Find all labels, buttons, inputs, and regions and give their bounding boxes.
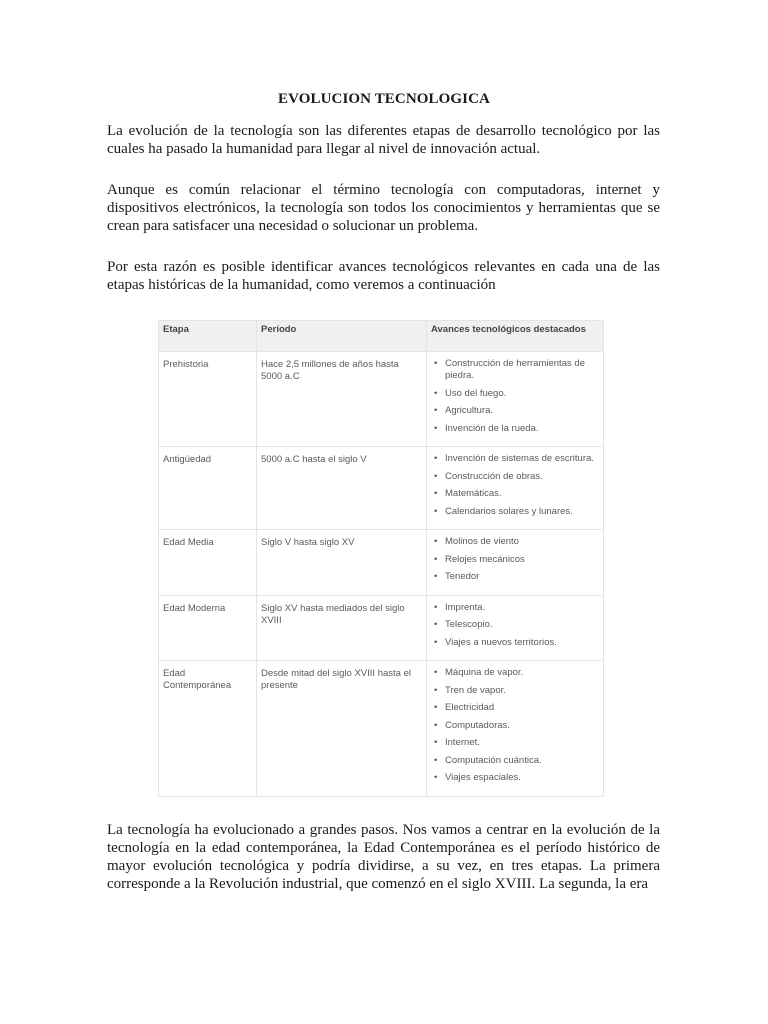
paragraph-definition: Aunque es común relacionar el término tecnología con computadoras, internet y dispositivos electrónicos, la tecnología son todos los conocimientos y herramientas que se crean para satisfacer una necesidad o solucionar un problema. — [107, 182, 660, 234]
list-item: • Electricidad — [445, 702, 598, 714]
list-item: • Viajes a nuevos territorios. — [445, 637, 598, 649]
list-item: • Construcción de obras. — [445, 471, 598, 483]
header-avances: Avances tecnológicos destacados — [427, 321, 604, 352]
cell-avances — [427, 661, 604, 797]
list-item: • Tren de vapor. — [445, 685, 598, 697]
cell-avances — [427, 595, 604, 661]
cell-periodo: Hace 2,5 millones de años hasta 5000 a.C — [257, 352, 427, 447]
avances-list — [431, 667, 598, 784]
table-row — [159, 530, 604, 596]
list-item: • Computación cuántica. — [445, 755, 598, 767]
avances-list — [431, 453, 598, 518]
list-item: • Tenedor — [445, 571, 598, 583]
cell-avances — [427, 352, 604, 447]
cell-avances — [427, 447, 604, 530]
list-item: • Uso del fuego. — [445, 388, 598, 400]
table-row — [159, 447, 604, 530]
list-item: • Relojes mecánicos — [445, 554, 598, 566]
table-header-row — [159, 321, 604, 352]
list-item: • Construcción de herramientas de piedra. — [445, 358, 598, 382]
list-item: • Molinos de viento — [445, 536, 598, 548]
list-item: • Telescopio. — [445, 619, 598, 631]
cell-etapa: Edad Moderna — [159, 595, 257, 661]
list-item: • Viajes espaciales. — [445, 772, 598, 784]
paragraph-intro: La evolución de la tecnología son las diferentes etapas de desarrollo tecnológico por las cuales ha pasado la humanidad para llegar al nivel de innovación actual. — [107, 123, 660, 157]
list-item: • Invención de sistemas de escritura. — [445, 453, 598, 465]
cell-etapa: Edad Contemporánea — [159, 661, 257, 797]
avances-list — [431, 358, 598, 435]
stages-table — [158, 320, 604, 797]
avances-list — [431, 536, 598, 583]
paragraph-contemporary: La tecnología ha evolucionado a grandes pasos. Nos vamos a centrar en la evolución de la tecnología en la edad contemporánea, la Edad Contemporánea es el período histórico de mayor evolución tecnológica y podría dividirse, a su vez, en tres etapas. La primera corresponde a la Revolución industrial, que comenzó en el siglo XVIII. La segunda, la era — [107, 822, 660, 892]
list-item: • Invención de la rueda. — [445, 423, 598, 435]
document-title: EVOLUCION TECNOLOGICA — [278, 91, 490, 107]
list-item: • Agricultura. — [445, 405, 598, 417]
table-row — [159, 661, 604, 797]
list-item: • Internet. — [445, 737, 598, 749]
cell-etapa: Edad Media — [159, 530, 257, 596]
cell-etapa: Prehistoria — [159, 352, 257, 447]
list-item: • Computadoras. — [445, 720, 598, 732]
cell-avances — [427, 530, 604, 596]
avances-list — [431, 602, 598, 649]
paragraph-transition: Por esta razón es posible identificar avances tecnológicos relevantes en cada una de las etapas históricas de la humanidad, como veremos a continuación — [107, 259, 660, 293]
cell-periodo: Siglo XV hasta mediados del siglo XVIII — [257, 595, 427, 661]
list-item: • Máquina de vapor. — [445, 667, 598, 679]
stages-table-image — [158, 320, 603, 797]
cell-etapa: Antigüedad — [159, 447, 257, 530]
cell-periodo: Siglo V hasta siglo XV — [257, 530, 427, 596]
table-row — [159, 352, 604, 447]
header-periodo: Período — [257, 321, 427, 352]
table-row — [159, 595, 604, 661]
list-item: • Matemáticas. — [445, 488, 598, 500]
list-item: • Imprenta. — [445, 602, 598, 614]
cell-periodo: Desde mitad del siglo XVIII hasta el presente — [257, 661, 427, 797]
cell-periodo: 5000 a.C hasta el siglo V — [257, 447, 427, 530]
list-item: • Calendarios solares y lunares. — [445, 506, 598, 518]
header-etapa: Etapa — [159, 321, 257, 352]
